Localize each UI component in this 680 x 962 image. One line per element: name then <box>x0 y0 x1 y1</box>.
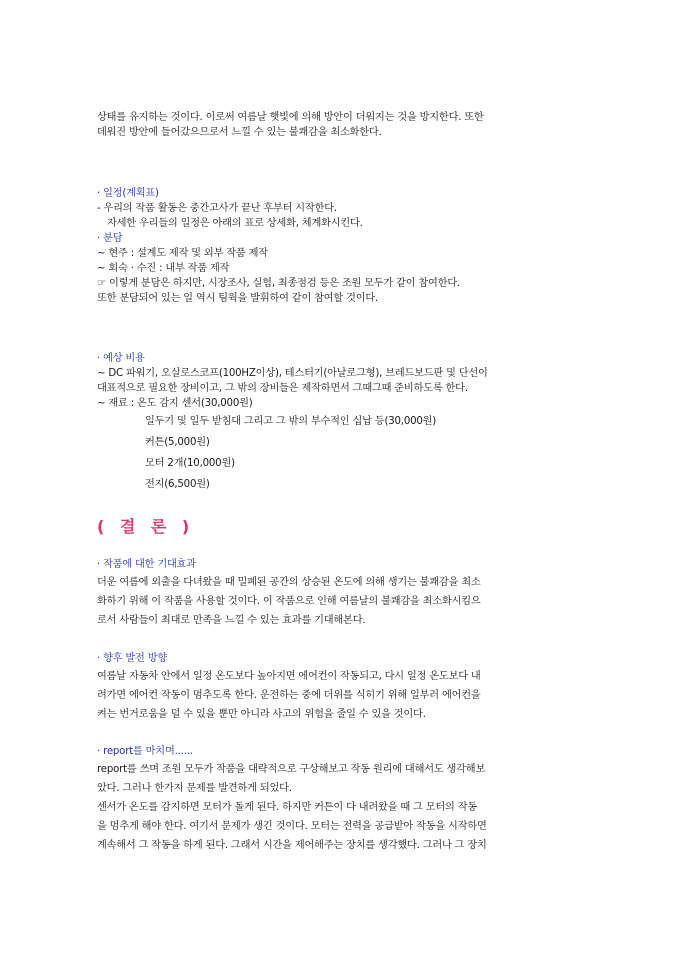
text-line: ~ 재료 : 온도 감지 센서(30,000원) <box>97 398 253 409</box>
development-heading: · 향후 발전 방향 <box>97 653 167 664</box>
text-line: 대표적으로 필요한 장비이고, 그 밖의 장비들은 제작하면서 그때그때 준비하도록 한다. <box>97 383 468 394</box>
text-line: 을 멈추게 해야 한다. 여기서 문제가 생긴 것이다. 모터는 전력을 공급받아 작동을 시작하면 <box>97 821 487 832</box>
material-item: 일두기 및 일두 받침대 그리고 그 밖의 부수적인 십납 등(30,000원) <box>145 416 437 427</box>
text-line: - 우리의 작품 활동은 중간고사가 끝난 후부터 시작한다. <box>97 203 337 214</box>
material-item: 커튼(5,000원) <box>145 437 210 448</box>
report-heading: · report를 마치며...... <box>97 746 193 757</box>
development-section <box>97 651 587 722</box>
text-line: 데워진 방안에 들어갔으므로서 느낄 수 있는 불쾌감을 최소화한다. <box>97 127 382 138</box>
text-line: 상태를 유지하는 것이다. 이로써 여름날 햇빛에 의해 방안이 더워지는 것을 방지한다. 또한 <box>97 112 484 123</box>
text-line: 여름날 자동차 안에서 일정 온도보다 높아지면 에어컨이 작동되고, 다시 일정 온도보다 내 <box>97 671 481 682</box>
cost-section <box>97 351 587 492</box>
text-line: 화하기 위해 이 작품을 사용할 것이다. 이 작품으로 인해 여름날의 불쾌감을 최소화시킴으 <box>97 596 481 607</box>
text-line: 려가면 에어컨 작동이 멈추도록 한다. 운전하는 중에 더위를 식히기 위해 일부러 에어컨을 <box>97 690 481 701</box>
text-line: 또한 분담되어 있는 일 역시 팀웍을 발휘하여 같이 참여할 것이다. <box>97 293 379 304</box>
text-line: ☞ 이렇게 분담은 하지만, 시장조사, 실험, 최종점검 등은 조원 모두가 같이 참여한다. <box>97 278 461 289</box>
cost-heading: · 예상 비용 <box>97 353 145 364</box>
text-line: 센서가 온도를 감지하면 모터가 돌게 된다. 하지만 커튼이 다 내려왔을 때 그 모터의 작동 <box>97 802 477 813</box>
text-line: report를 쓰며 조원 모두가 작품을 대략적으로 구상해보고 작동 원리에 대해서도 생각해보 <box>97 764 486 775</box>
text-line: 았다. 그러나 한가지 문제를 발견하게 되었다. <box>97 783 292 794</box>
schedule-heading: · 일정(계획표) <box>97 188 159 199</box>
text-line: 계속해서 그 작동을 하게 된다. 그래서 시간을 제어해주는 장치를 생각했다. 그러나 그 장치 <box>97 840 487 851</box>
text-line: 로서 사람들이 최대로 만족을 느낄 수 있는 효과를 기대해본다. <box>97 615 366 626</box>
material-item: 모터 2개(10,000원) <box>145 458 235 469</box>
report-section <box>97 744 587 853</box>
text-line: 더운 여름에 외출을 다녀왔을 때 밀폐된 공간의 상승된 온도에 의해 생기는 불쾌감을 최소 <box>97 577 481 588</box>
effect-heading: · 작품에 대한 기대효과 <box>97 559 196 570</box>
text-line: ~ 현주 : 설계도 제작 및 외부 작품 제작 <box>97 248 268 259</box>
material-item: 전지(6,500원) <box>145 479 210 490</box>
text-line: 자세한 우리들의 일정은 아래의 표로 상세화, 체계화시킨다. <box>107 218 363 229</box>
intro-paragraph <box>97 110 587 140</box>
schedule-section <box>97 186 587 306</box>
effect-section <box>97 557 587 628</box>
conclusion-title: ( 결 론 ) <box>97 517 195 536</box>
text-line: 켜는 번거로움을 덜 수 있을 뿐만 아니라 사고의 위험을 줄일 수 있을 것이다. <box>97 709 426 720</box>
text-line: ~ 회숙 · 수진 : 내부 작품 제작 <box>97 263 230 274</box>
division-heading: · 분담 <box>97 233 123 244</box>
text-line: ~ DC 파워기, 오실로스코프(100HZ이상), 테스터기(아날로그형), 브레드보드판 및 단선이 <box>97 368 488 379</box>
